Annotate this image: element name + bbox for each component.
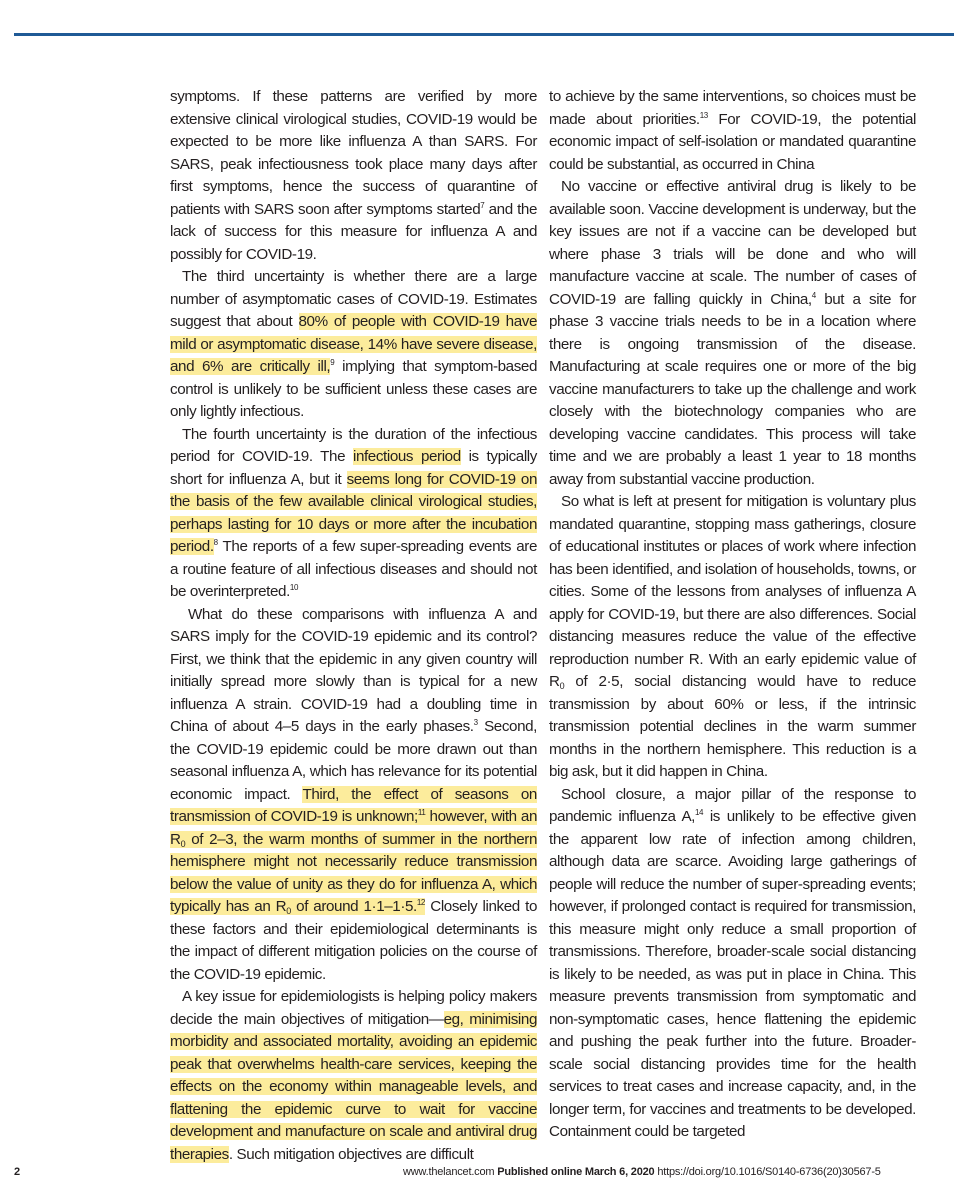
highlight: eg, minimising morbidity and associated mortality, avoiding an epidemic peak that overwhelms health-care services, keeping the effects on the economy within manageable levels, and flattening the epidemic curve to wait for vaccine development and manufacture on scale and antiviral drug therapies (170, 1010, 538, 1163)
paragraph: The third uncertainty is whether there are a large number of asymptomatic cases of COVID-19. Estimates suggest that about 80% of people with COVID-19 have mild or asymptomatic disease, 14% have severe disease, and 6% are critically ill,$^9$ implying that symptom-based control is unlikely to be sufficient unless these cases are only lightly infectious. (170, 268, 537, 420)
paragraph: No vaccine or effective antiviral drug is likely to be available soon. Vaccine development is underway, but the key issues are not if a vaccine can be developed but where phase 3 trials will be done and who will manufacture vaccine at scale. The number of cases of COVID-19 are falling quickly in China,$^4$ but a site for phase 3 vaccine trials needs to be in a location where there is ongoing transmission of the disease. Manufacturing at scale requires one or more of the big vaccine manufacturers to take up the challenge and work closely with the biotechnology companies who are developing vaccine candidates. This process will take time and we are probably a least 1 year to 18 months away from substantial vaccine production. (549, 178, 916, 488)
highlight: Third, the effect of seasons on transmission of COVID-19 is unknown;$^{11}$ however, with an $R_0$ of 2–3, the warm months of summer in the northern hemisphere might not necessarily reduce transmission below the value of unity as they do for influenza A, which typically has an $R_0$ of around 1·1–1·5.12 (170, 785, 537, 916)
left-column (170, 86, 537, 1166)
paragraph: The fourth uncertainty is the duration of the infectious period for COVID-19. The infectious period is typically short for influenza A, but it seems long for COVID-19 on the basis of the few available clinical virological studies, perhaps lasting for 10 days or more after the incubation period.$^8$ The reports of a few super-spreading events are a routine feature of all infectious diseases and should not be overinterpreted.$^{10}$ (170, 425, 537, 600)
paragraph: So what is left at present for mitigation is voluntary plus mandated quarantine, stopping mass gatherings, closure of educational institutes or places of work where infection has been identified, and isolation of households, towns, or cities. Some of the lessons from analyses of influenza A apply for COVID-19, but there are also differences. Social distancing measures reduce the value of the effective reproduction number R. With an early epidemic value of $R_0$ of 2·5, social distancing would have to reduce transmission by about 60% or less, if the intrinsic transmission potential declines in the warm summer months in the northern hemisphere. This reduction is a big ask, but it did happen in China. (549, 493, 916, 780)
paragraph: School closure, a major pillar of the response to pandemic influenza A,$^{14}$ is unlikely to be effective given the apparent low rate of infection among children, although data are scarce. Avoiding large gatherings of people will reduce the number of super-spreading events; however, if prolonged contact is required for transmission, this measure might only reduce a small proportion of transmissions. Therefore, broader-scale social distancing is likely to be needed, as was put in place in China. This measure prevents transmission from symptomatic and non-symptomatic cases, hence flattening the epidemic and pushing the peak further into the future. Broader-scale social distancing provides time for the health services to treat cases and increase capacity, and, in the longer term, for vaccines and treatments to be developed. Containment could be targeted (549, 785, 916, 1140)
paragraph: to achieve by the same interventions, so choices must be made about priorities.$^{13}$ For COVID-19, the potential economic impact of self-isolation or mandated quarantine could be substantial, as occurred in China (549, 88, 917, 173)
paragraph: symptoms. If these patterns are verified by more extensive clinical virological studies, COVID-19 would be expected to be more like influenza A than SARS. For SARS, peak infectiousness took place many days after first symptoms, hence the success of quarantine of patients with SARS soon after symptoms started$^7$ and the lack of success for this measure for influenza A and possibly for COVID-19. (170, 88, 537, 263)
doi-link[interactable]: https://doi.org/10.1016/S0140-6736(20)30567-5 (657, 1166, 881, 1178)
page-footer (403, 1166, 914, 1178)
highlight: infectious period (352, 448, 461, 465)
page-number: 2 (14, 1166, 20, 1178)
paragraph: A key issue for epidemiologists is helping policy makers decide the main objectives of mitigation—eg, minimising morbidity and associated mortality, avoiding an epidemic peak that overwhelms health-care services, keeping the effects on the economy within manageable levels, and flattening the epidemic curve to wait for vaccine development and manufacture on scale and antiviral drug therapies. Such mitigation objectives are difficult (170, 988, 538, 1163)
site-link[interactable]: www.thelancet.com (403, 1166, 495, 1178)
paragraph: What do these comparisons with influenza A and SARS imply for the COVID-19 epidemic and its control? First, we think that the epidemic in any given country will initially spread more slowly than is typical for a new influenza A strain. COVID-19 had a doubling time in China of about 4–5 days in the early phases.$^3$ Second, the COVID-19 epidemic could be more drawn out than seasonal influenza A, which has relevance for its potential economic impact. Third, the effect of seasons on transmission of COVID-19 is unknown;$^{11}$ however, with an $R_0$ of 2–3, the warm months of summer in the northern hemisphere might not necessarily reduce transmission below the value of unity as they do for influenza A, which typically has an $R_0$ of around 1·1–1·5.12 Closely linked to these factors and their epidemiological determinants is the impact of different mitigation policies on the course of the COVID-19 epidemic. (170, 605, 537, 983)
right-column (549, 86, 916, 1144)
published-date: Published online March 6, 2020 (497, 1166, 655, 1178)
header-rule (14, 33, 954, 36)
highlight: seems long for COVID-19 on the basis of the few available clinical virological studies, perhaps lasting for 10 days or more after the incubation period. (170, 470, 537, 555)
highlight: 80% of people with COVID-19 have mild or asymptomatic disease, 14% have severe disease, and 6% are critically ill, (170, 313, 537, 375)
